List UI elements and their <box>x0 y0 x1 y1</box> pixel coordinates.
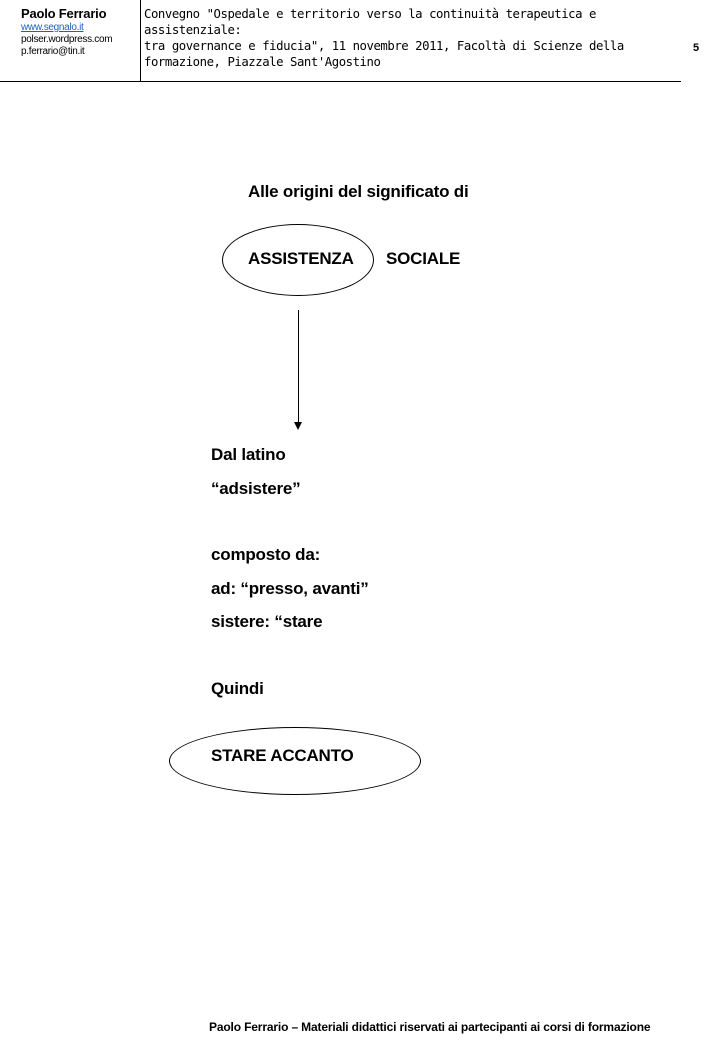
page-number: 5 <box>693 42 700 54</box>
arrow-line <box>298 310 299 424</box>
latin-intro: Dal latino <box>211 445 286 464</box>
part-ad: ad: “presso, avanti” <box>211 579 369 598</box>
author-name: Paolo Ferrario <box>21 6 107 21</box>
conference-line: formazione, Piazzale Sant'Agostino <box>144 55 381 69</box>
footer-note: Paolo Ferrario – Materiali didattici riservati ai partecipanti ai corsi di formazione <box>209 1020 651 1034</box>
header-author-block <box>21 6 139 58</box>
header-vertical-divider <box>140 0 141 82</box>
part-sistere: sistere: “stare <box>211 612 323 631</box>
conference-line: Convegno "Ospedale e territorio verso la continuità terapeutica e assistenziale: <box>144 7 596 37</box>
term-assistenza: ASSISTENZA <box>248 249 354 268</box>
blog-address: polser.wordpress.com <box>21 34 113 45</box>
email-address: p.ferrario@tin.it <box>21 46 85 57</box>
conference-info <box>144 6 689 70</box>
latin-word: “adsistere” <box>211 479 301 498</box>
term-sociale: SOCIALE <box>386 249 461 268</box>
therefore-label: Quindi <box>211 679 264 698</box>
website-link[interactable]: www.segnalo.it <box>21 22 84 33</box>
header-divider <box>0 81 681 82</box>
conclusion-text: STARE ACCANTO <box>211 746 354 765</box>
composed-label: composto da: <box>211 545 321 564</box>
slide-title: Alle origini del significato di <box>248 182 469 201</box>
conference-line: tra governance e fiducia", 11 novembre 2011, Facoltà di Scienze della <box>144 39 624 53</box>
arrow-down-icon <box>294 422 302 430</box>
